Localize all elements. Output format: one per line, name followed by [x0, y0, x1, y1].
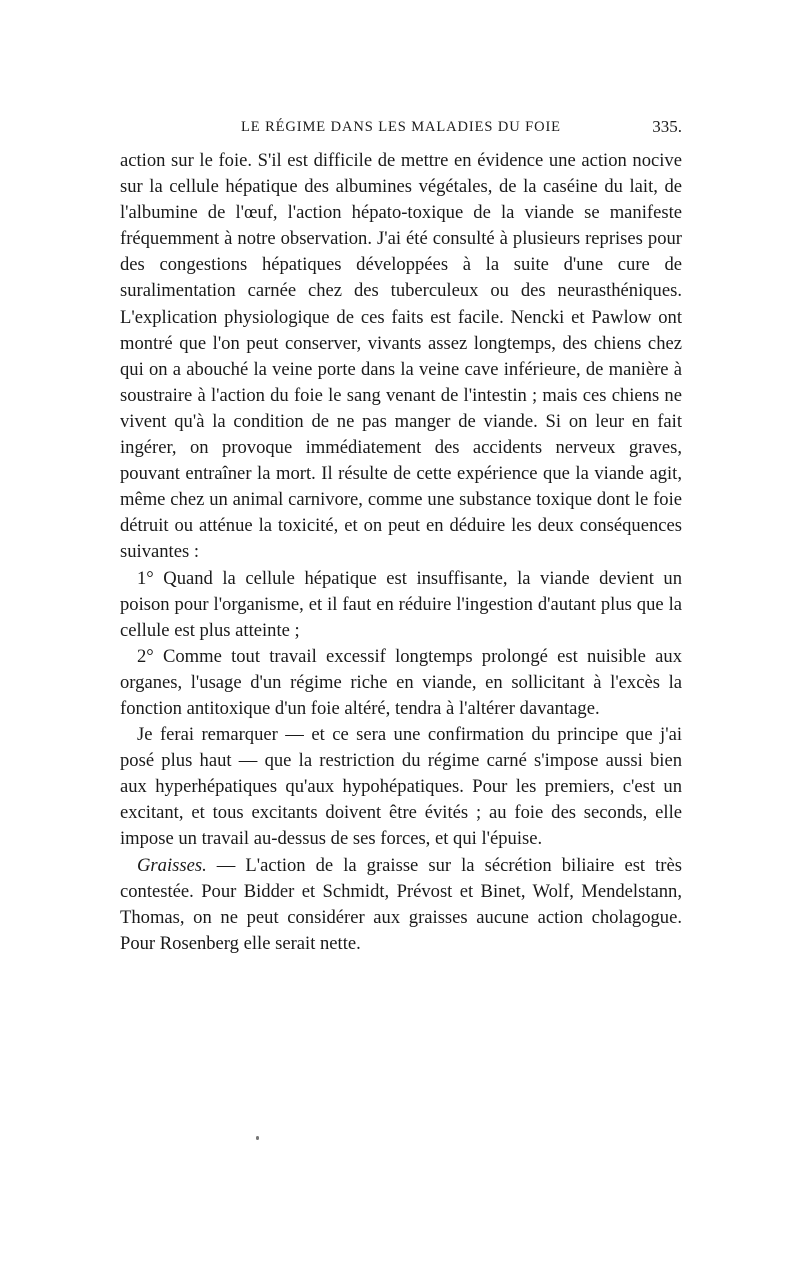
- paragraph-5-text: — L'action de la graisse sur la sécrétion biliaire est très contestée. Pour Bidder et Schmidt, Prévost et Binet, Wolf, Mendelstann, Thomas, on ne peut considérer aux graisses aucune action cholagogue. Pour Rosenberg elle serait nette.: [120, 854, 682, 954]
- paragraph-1: action sur le foie. S'il est difficile de mettre en évidence une action nocive sur la cellule hépatique des albumines végétales, de la caséine du lait, de l'albumine de l'œuf, l'action hépato-toxique de la viande se manifeste fréquemment à notre observation. J'ai été consulté à plusieurs reprises pour des congestions hépatiques développées à la suite d'une cure de suralimentation carnée chez des tuberculeux ou des neurasthéniques. L'explication physiologique de ces faits est facile. Nencki et Pawlow ont montré que l'on peut conserver, vivants assez longtemps, des chiens chez qui on a abouché la veine porte dans la veine cave inférieure, de manière à soustraire à l'action du foie le sang venant de l'intestin ; mais ces chiens ne vivent qu'à la condition de ne pas manger de viande. Si on leur en fait ingérer, on provoque immédiatement des accidents nerveux graves, pouvant entraîner la mort. Il résulte de cette expérience que la viande agit, même chez un animal carnivore, comme une substance toxique dont le foie détruit ou atténue la toxicité, et on peut en déduire les deux conséquences suivantes :: [120, 150, 682, 563]
- paragraph-3: 2° Comme tout travail excessif longtemps prolongé est nuisible aux organes, l'usage d'un régime riche en viande, en sollicitant à l'excès la fonction antitoxique d'un foie altéré, tendra à l'altérer davantage.: [120, 645, 682, 719]
- paragraph-4: Je ferai remarquer — et ce sera une confirmation du principe que j'ai posé plus haut — que la restriction du régime carné s'impose aussi bien aux hyperhépatiques qu'aux hypohépatiques. Pour les premiers, c'est un excitant, et tous excitants doivent être évités ; au foie des seconds, elle impose un travail au-dessus de ses forces, et qui l'épuise.: [120, 724, 682, 850]
- page-header: [120, 117, 682, 141]
- body-text: [120, 148, 682, 957]
- section-label-graisses: Graisses.: [137, 854, 207, 876]
- paragraph-5: [120, 853, 682, 957]
- running-title: LE RÉGIME DANS LES MALADIES DU FOIE: [241, 119, 561, 135]
- page-number: 335.: [652, 117, 682, 136]
- paragraph-2: 1° Quand la cellule hépatique est insuffisante, la viande devient un poison pour l'organisme, et il faut en réduire l'ingestion d'autant plus que la cellule est plus atteinte ;: [120, 567, 682, 641]
- ink-speck: [256, 1136, 259, 1140]
